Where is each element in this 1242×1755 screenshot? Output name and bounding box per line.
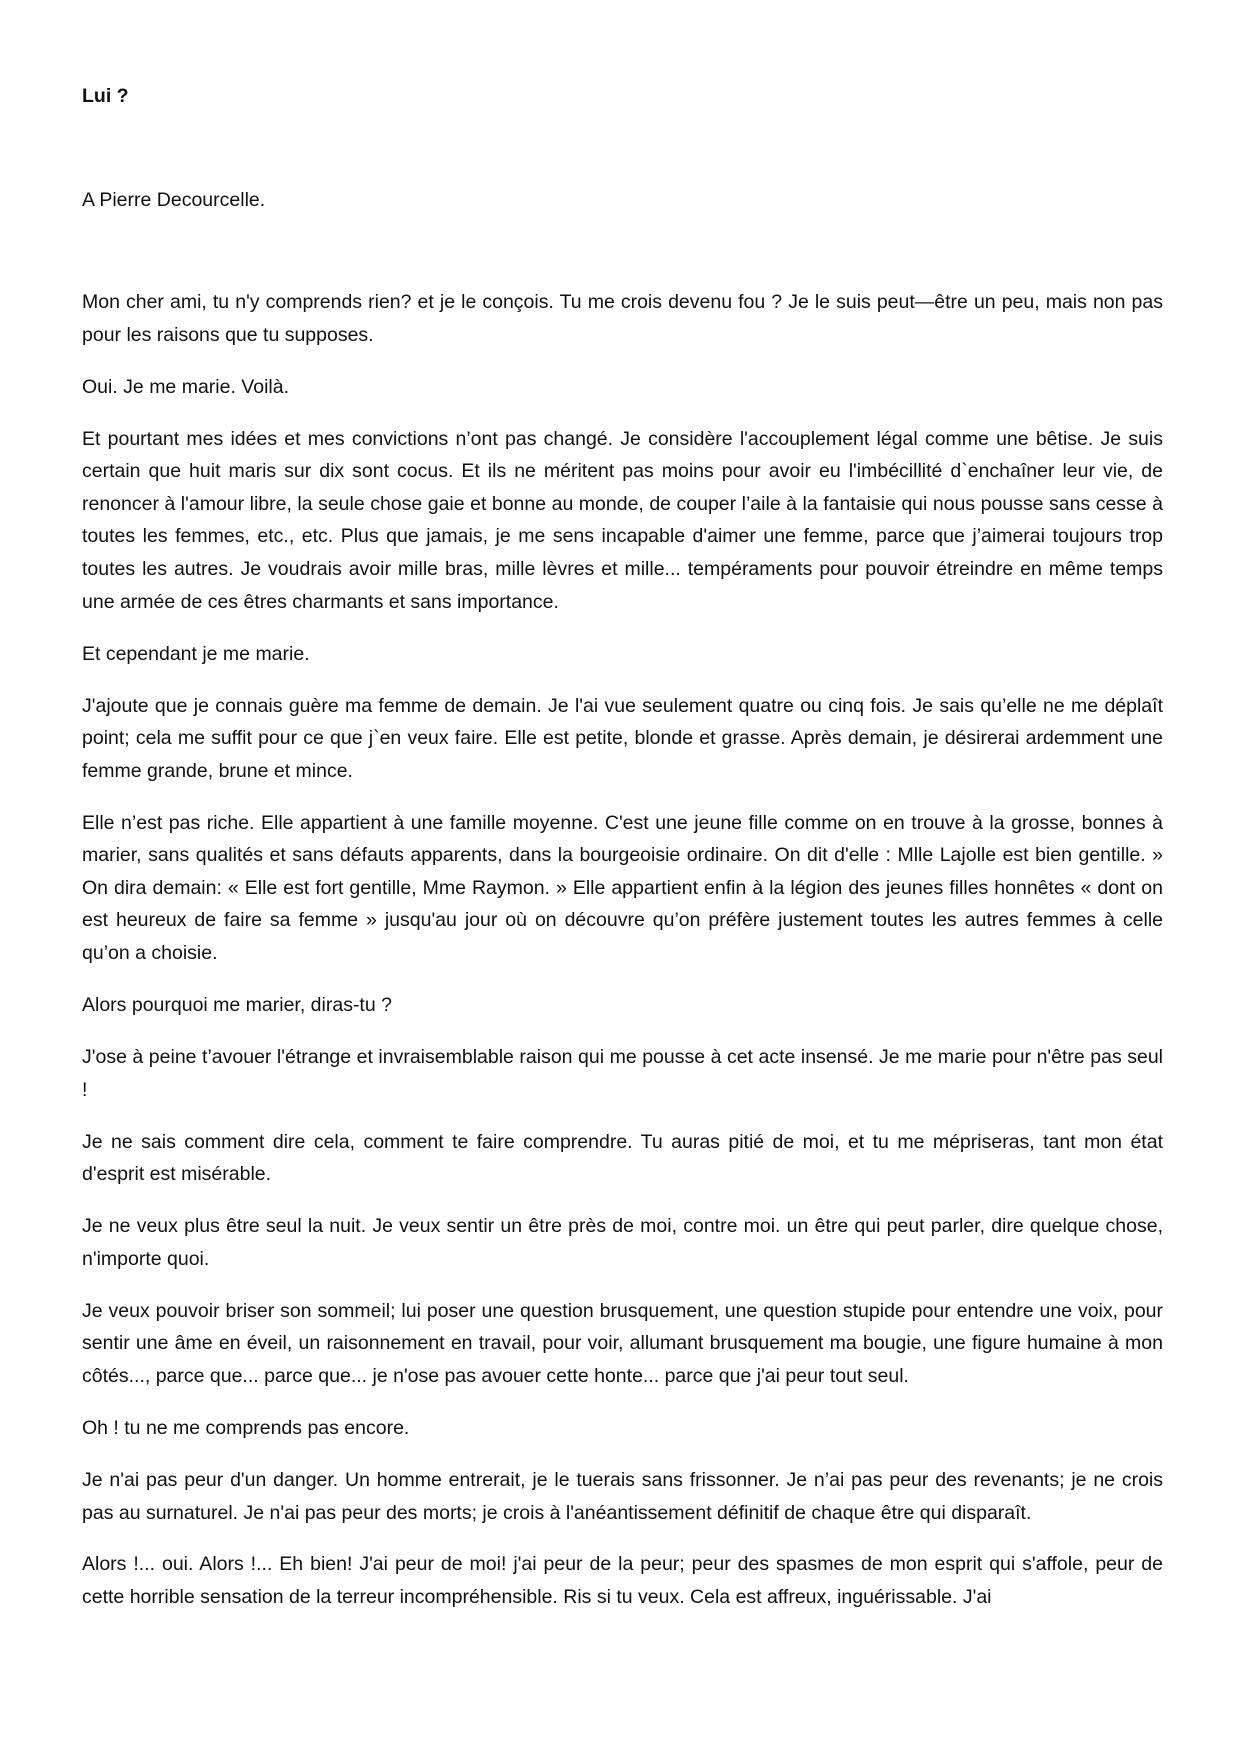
paragraph: Alors pourquoi me marier, diras-tu ?	[82, 994, 392, 1017]
paragraph: J'ajoute que je connais guère ma femme de demain. Je l'ai vue seulement quatre ou cinq fois. Je sais qu’elle ne me déplaît point; cela me suffit pour ce que j`en veux faire. Elle est petite, blonde et grasse. Après demain, je désirerai ardemment une femme grande, brune et mince.	[82, 694, 1163, 782]
paragraph: Et cependant je me marie.	[82, 642, 310, 665]
document-title: Lui ?	[82, 85, 129, 107]
paragraph: J'ose à peine t’avouer l'étrange et invraisemblable raison qui me pousse à cet acte insensé. Je me marie pour n'être pas seul !	[82, 1046, 1163, 1101]
dedication-line: A Pierre Decourcelle.	[82, 189, 266, 211]
paragraph: Elle n’est pas riche. Elle appartient à une famille moyenne. C'est une jeune fille comme on en trouve à la grosse, bonnes à marier, sans qualités et sans défauts apparents, dans la bourgeoisie ordinaire. On dit d'elle : Mlle Lajolle est bien gentille. » On dira demain: « Elle est fort gentille, Mme Raymon. » Elle appartient enfin à la légion des jeunes filles honnêtes « dont on est heureux de faire sa femme » jusqu'au jour où on découvre qu’on préfère justement toutes les autres femmes à celle qu’on a choisie.	[82, 811, 1163, 965]
paragraph: Mon cher ami, tu n'y comprends rien? et je le conçois. Tu me crois devenu fou ? Je le suis peut—être un peu, mais non pas pour les raisons que tu supposes.	[82, 291, 1163, 346]
paragraph: Je n'ai pas peur d'un danger. Un homme entrerait, je le tuerais sans frissonner. Je n’ai pas peur des revenants; je ne crois pas au surnaturel. Je n'ai pas peur des morts; je crois à l'anéantissement définitif de chaque être qui disparaît.	[82, 1468, 1163, 1524]
paragraph: Oh ! tu ne me comprends pas encore.	[82, 1416, 410, 1439]
paragraph: Oui. Je me marie. Voilà.	[82, 375, 289, 398]
document-body	[82, 286, 1163, 1633]
paragraph: Et pourtant mes idées et mes convictions n’ont pas changé. Je considère l'accouplement légal comme une bêtise. Je suis certain que huit maris sur dix sont cocus. Et ils ne méritent pas moins pour avoir eu l'imbécillité d`enchaîner leur vie, de renoncer à l'amour libre, la seule chose gaie et bonne au monde, de couper l’aile à la fantaisie qui nous pousse sans cesse à toutes les femmes, etc., etc. Plus que jamais, je me sens incapable d'aimer une femme, parce que j’aimerai toujours trop toutes les autres. Je voudrais avoir mille bras, mille lèvres et mille... tempéraments pour pouvoir étreindre en même temps une armée de ces êtres charmants et sans importance.	[82, 427, 1163, 613]
paragraph: Je ne veux plus être seul la nuit. Je veux sentir un être près de moi, contre moi. un être qui peut parler, dire quelque chose, n'importe quoi.	[82, 1215, 1163, 1270]
paragraph: Je veux pouvoir briser son sommeil; lui poser une question brusquement, une question stupide pour entendre une voix, pour sentir une âme en éveil, un raisonnement en travail, pour voir, allumant brusquement ma bougie, une figure humaine à mon côtés..., parce que... parce que... je n'ose pas avouer cette honte... parce que j'ai peur tout seul.	[82, 1299, 1163, 1387]
paragraph: Alors !... oui. Alors !... Eh bien! J'ai peur de moi! j'ai peur de la peur; peur des spasmes de mon esprit qui s'affole, peur de cette horrible sensation de la terreur incompréhensible. Ris si tu veux. Cela est affreux, inguérissable. J'ai	[82, 1553, 1163, 1609]
paragraph: Je ne sais comment dire cela, comment te faire comprendre. Tu auras pitié de moi, et tu me mépriseras, tant mon état d'esprit est misérable.	[82, 1130, 1163, 1186]
document-page	[82, 80, 1163, 1609]
